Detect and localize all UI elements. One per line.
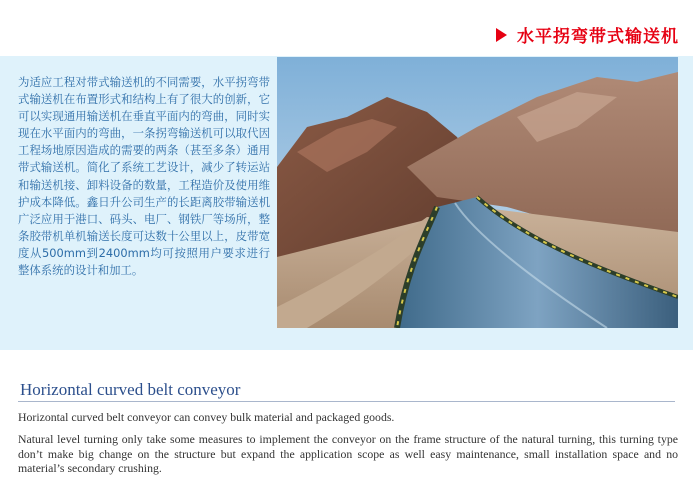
english-paragraph-2: Natural level turning only take some measures to implement the conveyor on the frame structure of the natural turning, this turning type don’t make big change on the structure but expand the application scope as well easy maintenance, small installation space and no material’s secondary crushing. — [18, 432, 678, 475]
page-title — [496, 22, 679, 47]
english-heading: Horizontal curved belt conveyor — [20, 380, 241, 399]
english-paragraph-1: Horizontal curved belt conveyor can convey bulk material and packaged goods. — [18, 410, 395, 424]
page-header — [0, 0, 693, 56]
conveyor-photo — [277, 57, 678, 328]
triangle-right-icon — [496, 28, 507, 42]
heading-divider — [18, 401, 675, 402]
chinese-description: 为适应工程对带式输送机的不同需要，水平拐弯带式输送机在布置形式和结构上有了很大的创新，它可以实现通用输送机在垂直平面内的弯曲，同时实现在水平面内的弯曲，一条拐弯输送机可以取代因工程场地原因造成的需要的两条（甚至多条）通用带式输送机。简化了系统工艺设计，减少了转运站和输送机接、卸料设备的数量，工程造价及使用维护成本降低。鑫日升公司生产的长距离胶带输送机广泛应用于港口、码头、电厂、钢铁厂等场所，整条胶带机单机输送长度可达数十公里以上，皮带宽度从500mm到2400mm均可按照用户要求进行整体系统的设计和加工。 — [18, 75, 270, 278]
page-title-text: 水平拐弯带式输送机 — [517, 27, 679, 47]
